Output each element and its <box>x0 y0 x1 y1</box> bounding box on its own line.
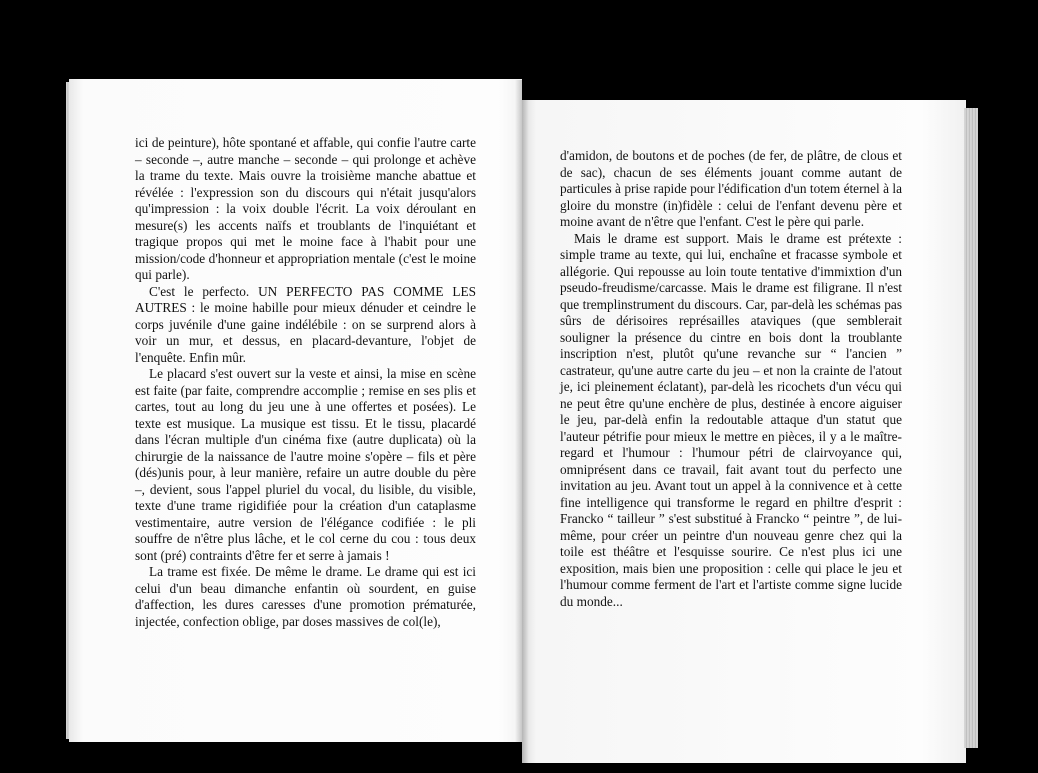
right-page <box>522 100 966 763</box>
paragraph: La trame est fixée. De même le drame. Le drame qui est ici celui d'un beau dimanche enfantin où sourdent, en guise d'affection, les dures caresses d'une promotion prématurée, injectée, confection oblige, par doses massives de col(le), <box>135 564 476 629</box>
left-page-text <box>135 135 476 630</box>
left-page <box>69 79 522 742</box>
right-page-edge <box>964 108 978 748</box>
right-page-text <box>560 148 902 610</box>
book-gutter <box>515 80 529 763</box>
paragraph: ici de peinture), hôte spontané et affable, qui confie l'autre carte – seconde –, autre manche – seconde – qui prolonge et achève la trame du texte. Mais ouvre la troisième manche abattue et révélée : l'expression son du discours qui n'était jusqu'alors qu'impression : la voix double l'écrit. La voix déroulant en mesure(s) les accents naïfs et troublants de l'inquiétant et tragique propos qui met le moine face à l'habit pour une mission/code d'honneur et appropriation mentale (c'est le moine qui parle). <box>135 135 476 282</box>
paragraph: C'est le perfecto. UN PERFECTO PAS COMME LES AUTRES : le moine habille pour mieux dénuder et ceindre le corps juvénile d'une gaine indélébile : on se surprend alors à voir un mur, et dessus, en placard-devanture, l'objet de l'enquête. Enfin mûr. <box>135 283 476 365</box>
paragraph: d'amidon, de boutons et de poches (de fer, de plâtre, de clous et de sac), chacun de ses éléments jouant comme autant de particules à prise rapide pour l'édification d'un totem éternel à la gloire du monstre (in)fidèle : celui de l'enfant devenu père et moine avant de n'être que l'enfant. C'est le père qui parle. <box>560 148 902 229</box>
paragraph: Le placard s'est ouvert sur la veste et ainsi, la mise en scène est faite (par faite, comprendre accomplie ; remise en ses plis et cartes, tout au long du jeu une à une offertes et posées). Le texte est musique. La musique est tissu. Et le tissu, placardé dans l'écran multiple d'un cinéma fixe (autre duplicata) où la chirurgie de la naissance de l'autre moine s'opère – fils et père (dés)unis pour, à leur manière, refaire un autre double du père –, devient, sous l'appel pluriel du vocal, du lisible, du visible, texte d'une trame rigidifiée pour la création d'un cataplasme vestimentaire, autre version de l'élégance codifiée : le pli souffre de n'être plus lâche, et le col cerne du cou : tous deux sont (pré) contraints d'être fer et serre à jamais ! <box>135 366 476 563</box>
paragraph: Mais le drame est support. Mais le drame est prétexte : simple trame au texte, qui lui, enchaîne et fracasse symbole et allégorie. Qui repousse au loin toute tentative d'immixtion d'un pseudo-freudisme/carcasse. Mais le drame est filigrane. Il n'est que tremplinstrument du discours. Car, par-delà les schémas pas sûrs de dérisoires représailles ataviques (que semblerait souligner la présence du cintre en bois dont la troublante inscription n'est, plutôt qu'une revanche sur “ l'ancien ” castrateur, qu'une autre carte du jeu – et non la crainte de l'atout je, ici pleinement éclatant), par-delà les ricochets d'un vécu qui ne peut être qu'une enchère de plus, destinée à encore aiguiser le jeu, par-delà enfin la redoutable attaque d'un statut que l'auteur pétrifie pour mieux le mettre en pièces, il y a le maître-regard et l'humour : l'humour pétri de clairvoyance qui, omniprésent dans ce travail, fait avant tout du perfecto une invitation au jeu. Avant tout un appel à la connivence et à cette fine intelligence qui transforme le regard en philtre d'esprit : Francko “ tailleur ” s'est substitué à Francko “ peintre ”, de lui-même, pour créer un peintre d'un nouveau genre chez qui la toile est théâtre et l'esquisse sourire. Ce n'est plus ici une exposition, mais bien une proposition : celle qui place le jeu et l'humour comme ferment de l'art et l'artiste comme signe lucide du monde... <box>560 230 902 609</box>
